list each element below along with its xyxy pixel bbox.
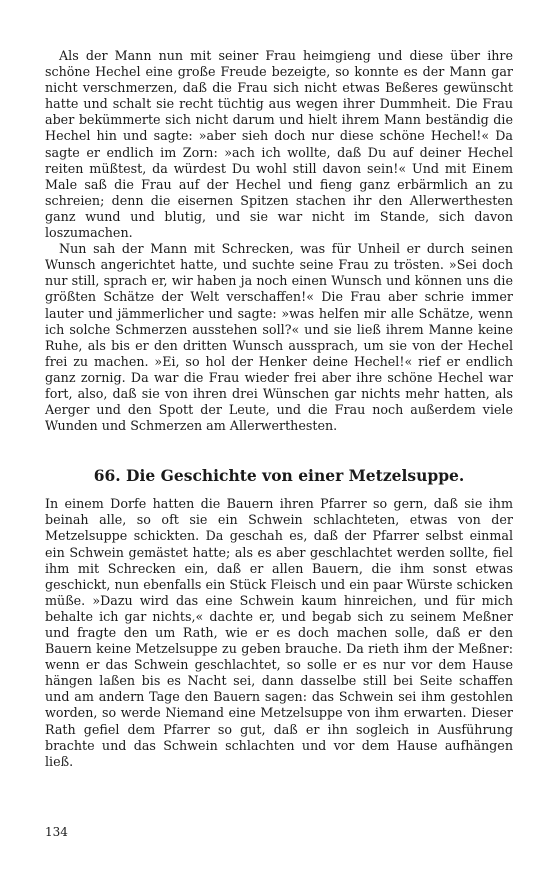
chapter-title: 66. Die Geschichte von einer Metzelsuppe.	[93, 466, 465, 486]
chapter-paragraph: In einem Dorfe hatten die Bauern ihren Pfarrer so gern, daß sie ihm beinah alle, so oft sie ein Schwein schlachteten, etwas von der Metzelsuppe schickten. Da geschah es, daß der Pfarrer selbst einmal ein Schwein gemästet hatte; als es aber geschlachtet werden sollte, fiel ihm mit Schrecken ein, daß er allen Bauern, die ihm sonst etwas geschickt, nun ebenfalls ein Stück Fleisch und ein paar Würste schicken müße. »Dazu wird das eine Schwein kaum hinreichen, und für mich behalte ich gar nichts,« dachte er, und begab sich zu seinem Meßner und fragte den um Rath, wie er es doch machen solle, daß er den Bauern keine Metzelsuppe zu geben brauche. Da rieth ihm der Meßner: wenn er das Schwein geschlachtet, so solle er es nur vor dem Hause hängen laßen bis es Nacht sei, dann dasselbe still bei Seite schaffen und am andern Tage den Bauern sagen: das Schwein sei ihm gestohlen worden, so werde Niemand eine Metzelsuppe von ihm erwarten. Dieser Rath gefiel dem Pfarrer so gut, daß er ihn sogleich in Ausführung brachte und das Schwein schlachten und vor dem Hause aufhängen ließ.	[45, 496, 513, 769]
book-page	[45, 48, 513, 770]
story-paragraph-1: Als der Mann nun mit seiner Frau heimgieng und diese über ihre schöne Hechel eine große Freude bezeigte, so konnte es der Mann gar nicht verschmerzen, daß die Frau sich nicht etwas Beßeres gewünscht hatte und schalt sie recht tüchtig aus wegen ihrer Dummheit. Die Frau aber bekümmerte sich nicht darum und hielt ihrem Mann beständig die Hechel hin und sagte: »aber sieh doch nur diese schöne Hechel!« Da sagte er endlich im Zorn: »ach ich wollte, daß Du auf deiner Hechel reiten müßtest, da würdest Du wohl still davon sein!« Und mit Einem Male saß die Frau auf der Hechel und fieng ganz erbärmlich an zu schreien; denn die eisernen Spitzen stachen ihr den Allerwerthesten ganz wund und blutig, und sie war nicht im Stande, sich davon loszumachen.	[45, 48, 513, 241]
page-number: 134	[45, 825, 68, 839]
story-paragraph-2: Nun sah der Mann mit Schrecken, was für Unheil er durch seinen Wunsch angerichtet hatte, und suchte seine Frau zu trösten. »Sei doch nur still, sprach er, wir haben ja noch einen Wunsch und können uns die größten Schätze der Welt verschaffen!« Die Frau aber schrie immer lauter und jämmerlicher und sagte: »was helfen mir alle Schätze, wenn ich solche Schmerzen ausstehen soll?« und sie ließ ihrem Manne keine Ruhe, als bis er den dritten Wunsch aussprach, um sie von der Hechel frei zu machen. »Ei, so hol der Henker deine Hechel!« rief er endlich ganz zornig. Da war die Frau wieder frei aber ihre schöne Hechel war fort, also, daß sie von ihren drei Wünschen gar nichts mehr hatten, als Aerger und den Spott der Leute, und die Frau noch außerdem viele Wunden und Schmerzen am Allerwerthesten.	[45, 241, 513, 434]
